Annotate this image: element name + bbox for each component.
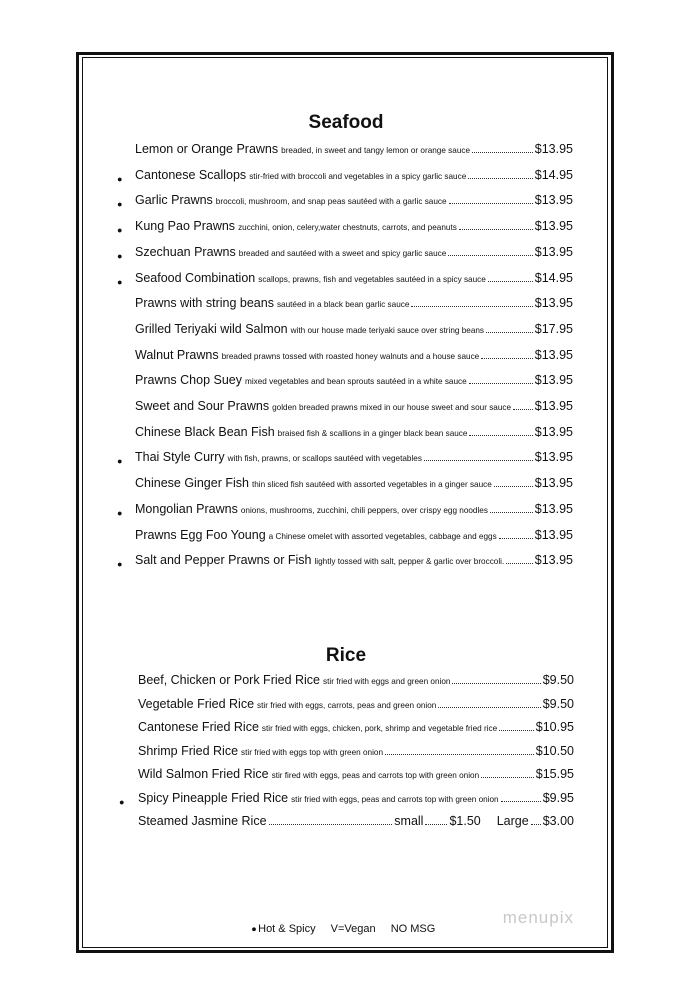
leader-dots bbox=[411, 306, 532, 307]
leader-dots bbox=[499, 730, 534, 731]
item-description: a Chinese omelet with assorted vegetables, cabbage and eggs bbox=[268, 531, 497, 541]
chili-pepper-icon: ● bbox=[113, 250, 125, 262]
chili-pepper-icon: ● bbox=[115, 796, 127, 808]
item-name: Szechuan Prawns bbox=[135, 244, 236, 259]
item-description: breaded, in sweet and tangy lemon or orange sauce bbox=[281, 146, 471, 155]
watermark-logo: menupix bbox=[502, 908, 574, 927]
menu-item bbox=[135, 450, 573, 470]
item-description: lightly tossed with salt, pepper & garlic over broccoli. bbox=[314, 557, 505, 567]
legend-vegan: V=Vegan bbox=[330, 923, 376, 935]
item-name: Vegetable Fried Rice bbox=[138, 696, 255, 711]
menu-item bbox=[135, 168, 573, 188]
item-price: $10.50 bbox=[535, 743, 574, 758]
menu-item bbox=[135, 322, 573, 342]
menu-item bbox=[135, 142, 573, 162]
menu-item bbox=[135, 245, 573, 265]
leader-dots bbox=[501, 801, 541, 802]
item-price: $14.95 bbox=[534, 270, 573, 285]
item-description: with our house made teriyaki sauce over string beans bbox=[290, 325, 485, 335]
leader-dots bbox=[472, 152, 533, 153]
item-description: stir fried with eggs top with green onion bbox=[241, 747, 384, 757]
item-price: $13.95 bbox=[534, 296, 573, 311]
item-description: golden breaded prawns mixed in our house sweet and sour sauce bbox=[272, 403, 512, 412]
leader-dots bbox=[513, 409, 533, 410]
menu-item bbox=[138, 744, 574, 764]
item-description: breaded and sautéed with a sweet and spicy garlic sauce bbox=[238, 248, 447, 258]
item-price: $10.95 bbox=[535, 720, 574, 735]
item-price: $13.95 bbox=[534, 553, 573, 568]
item-price: $13.95 bbox=[534, 142, 573, 156]
menu-item bbox=[138, 697, 574, 717]
leader-dots bbox=[486, 332, 533, 333]
item-description: stir fried with eggs, carrots, peas and green onion bbox=[257, 700, 437, 710]
item-price: $15.95 bbox=[535, 767, 574, 782]
item-price: $13.95 bbox=[534, 424, 573, 439]
menu-item bbox=[135, 399, 573, 419]
item-price: $13.95 bbox=[534, 193, 573, 208]
item-description: braised fish & scallions in a ginger black bean sauce bbox=[277, 428, 468, 438]
leader-dots bbox=[488, 281, 533, 282]
item-description: scallops, prawns, fish and vegetables sautéed in a spicy sauce bbox=[258, 274, 486, 284]
item-name: Beef, Chicken or Pork Fried Rice bbox=[138, 673, 321, 687]
item-name: Shrimp Fried Rice bbox=[138, 743, 239, 758]
item-name: Walnut Prawns bbox=[135, 347, 219, 362]
chili-pepper-icon: ● bbox=[113, 507, 125, 519]
item-description: onions, mushrooms, zucchini, chili peppers, over crispy egg noodles bbox=[240, 505, 488, 515]
leader-dots bbox=[452, 683, 540, 684]
leader-dots bbox=[490, 512, 533, 513]
item-name: Thai Style Curry bbox=[135, 450, 225, 465]
item-price: $13.95 bbox=[534, 219, 573, 234]
large-price: $3.00 bbox=[542, 814, 574, 828]
item-name: Spicy Pineapple Fried Rice bbox=[138, 791, 289, 805]
item-description: with fish, prawns, or scallops sautéed with vegetables bbox=[227, 454, 422, 464]
item-description: stir fried with eggs, chicken, pork, shrimp and vegetable fried rice bbox=[261, 724, 498, 734]
small-price: $1.50 bbox=[449, 814, 481, 828]
menu-item bbox=[135, 373, 573, 393]
leader-dots bbox=[499, 538, 533, 539]
chili-pepper-icon: ● bbox=[113, 199, 125, 210]
chili-pepper-icon: ● bbox=[113, 456, 125, 467]
item-name: Salt and Pepper Prawns or Fish bbox=[135, 553, 312, 568]
menu-item bbox=[135, 425, 573, 445]
leader-dots bbox=[494, 486, 533, 487]
leader-dots bbox=[468, 178, 533, 179]
item-description: breaded prawns tossed with roasted honey walnuts and a house sauce bbox=[221, 351, 480, 361]
item-description: zucchini, onion, celery,water chestnuts, carrots, and peanuts bbox=[238, 223, 457, 233]
item-name: Garlic Prawns bbox=[135, 193, 213, 208]
item-price: $13.95 bbox=[534, 450, 573, 465]
menu-item bbox=[138, 767, 574, 787]
menu-item bbox=[135, 553, 573, 573]
rice-title: Rice bbox=[325, 645, 367, 666]
menu-item bbox=[135, 296, 573, 316]
chili-pepper-icon: ● bbox=[113, 224, 125, 236]
menu-item bbox=[135, 476, 573, 496]
menu-item bbox=[135, 193, 573, 213]
item-name: Steamed Jasmine Rice bbox=[138, 814, 267, 828]
item-name: Kung Pao Prawns bbox=[135, 219, 236, 234]
chili-pepper-icon: ● bbox=[113, 558, 125, 570]
item-name: Lemon or Orange Prawns bbox=[135, 142, 279, 156]
leader-dots bbox=[449, 203, 533, 204]
leader-dots bbox=[448, 255, 532, 256]
jasmine-rice-row bbox=[138, 814, 574, 828]
menu-item bbox=[135, 271, 573, 291]
item-description: sautéed in a black bean garlic sauce bbox=[276, 300, 410, 310]
legend-no-msg: NO MSG bbox=[390, 923, 436, 935]
chili-pepper-icon: ● bbox=[247, 923, 259, 935]
item-price: $13.95 bbox=[534, 476, 573, 491]
item-price: $9.50 bbox=[542, 673, 574, 687]
item-description: stir fried with eggs, peas and carrots top with green onion bbox=[291, 795, 499, 804]
item-price: $13.95 bbox=[534, 527, 573, 542]
large-label: Large bbox=[496, 814, 529, 828]
item-name: Chinese Ginger Fish bbox=[135, 476, 249, 491]
leader-dots bbox=[481, 358, 533, 359]
leader-dots bbox=[424, 460, 533, 461]
item-name: Cantonese Fried Rice bbox=[138, 720, 259, 735]
small-label: small bbox=[394, 814, 424, 828]
leader-dots bbox=[425, 824, 447, 825]
item-description: stir fried with eggs and green onion bbox=[323, 677, 451, 686]
item-price: $13.95 bbox=[534, 501, 573, 516]
seafood-title: Seafood bbox=[308, 112, 384, 133]
item-price: $13.95 bbox=[534, 244, 573, 259]
leader-dots bbox=[459, 229, 533, 230]
item-name: Prawns Egg Foo Young bbox=[135, 527, 266, 542]
item-price: $9.95 bbox=[542, 791, 574, 805]
leader-dots bbox=[438, 707, 540, 708]
menu-legend bbox=[0, 923, 692, 935]
chili-pepper-icon: ● bbox=[113, 173, 125, 185]
item-name: Chinese Black Bean Fish bbox=[135, 424, 275, 439]
menu-item bbox=[135, 219, 573, 239]
leader-dots bbox=[469, 435, 532, 436]
item-name: Cantonese Scallops bbox=[135, 167, 247, 182]
menu-item bbox=[135, 502, 573, 522]
leader-dots bbox=[481, 777, 534, 778]
item-name: Sweet and Sour Prawns bbox=[135, 399, 270, 413]
leader-dots bbox=[385, 754, 534, 755]
item-name: Prawns with string beans bbox=[135, 296, 274, 311]
item-name: Mongolian Prawns bbox=[135, 501, 238, 516]
leader-dots bbox=[531, 824, 541, 825]
item-price: $13.95 bbox=[534, 373, 573, 388]
item-name: Wild Salmon Fried Rice bbox=[138, 767, 269, 782]
leader-dots bbox=[506, 563, 533, 564]
item-price: $17.95 bbox=[534, 321, 573, 336]
item-name: Prawns Chop Suey bbox=[135, 373, 243, 388]
item-price: $14.95 bbox=[534, 167, 573, 182]
item-name: Grilled Teriyaki wild Salmon bbox=[135, 321, 288, 336]
menu-item bbox=[138, 720, 574, 740]
item-description: stir-fried with broccoli and vegetables in a spicy garlic sauce bbox=[249, 171, 467, 181]
item-description: broccoli, mushroom, and snap peas sautéed with a garlic sauce bbox=[215, 197, 447, 207]
item-description: thin sliced fish sautéed with assorted vegetables in a ginger sauce bbox=[251, 480, 492, 490]
item-price: $13.95 bbox=[534, 399, 573, 413]
item-price: $13.95 bbox=[534, 347, 573, 362]
item-name: Seafood Combination bbox=[135, 270, 256, 285]
item-price: $9.50 bbox=[542, 696, 574, 711]
item-description: mixed vegetables and bean sprouts sautéed in a white sauce bbox=[245, 377, 467, 387]
menu-item bbox=[135, 348, 573, 368]
legend-hot-spicy: Hot & Spicy bbox=[258, 923, 316, 935]
leader-dots bbox=[269, 824, 393, 825]
leader-dots bbox=[469, 383, 533, 384]
chili-pepper-icon: ● bbox=[113, 276, 125, 288]
menu-item bbox=[138, 673, 574, 693]
menu-item bbox=[135, 528, 573, 548]
item-description: stir fired with eggs, peas and carrots top with green onion bbox=[271, 771, 480, 781]
menu-item bbox=[138, 791, 574, 811]
